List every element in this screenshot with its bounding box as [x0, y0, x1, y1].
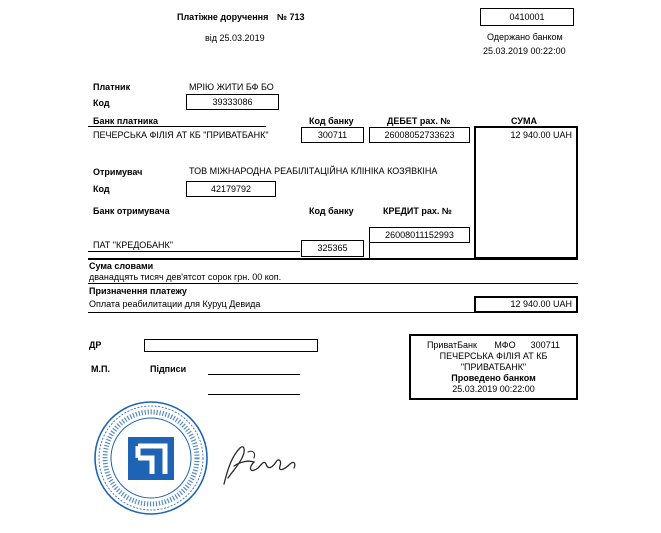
receiver-bank-code: 325365 — [317, 243, 348, 253]
bank-stamp-box — [409, 334, 578, 400]
bank-seal-icon — [93, 400, 209, 516]
receiver-name: ТОВ МІЖНАРОДНА РЕАБІЛІТАЦІЙНА КЛІНІКА КОЗЯВКІНА — [189, 166, 438, 176]
document-number: № 713 — [277, 12, 305, 22]
sum-words-label: Сума словами — [89, 261, 154, 271]
bank-stamp-datetime: 25.03.2019 00:22:00 — [452, 384, 535, 394]
payer-bank-name: ПЕЧЕРСЬКА ФІЛІЯ АТ КБ "ПРИВАТБАНК" — [93, 130, 269, 140]
mp-label: М.П. — [91, 364, 110, 374]
receiver-bank-divider — [88, 251, 300, 252]
payer-bank-label: Банк платника — [93, 116, 158, 126]
dr-label: ДР — [89, 340, 102, 350]
bank-stamp-bank-row — [411, 340, 576, 351]
sum-label: СУМА — [511, 116, 537, 126]
form-code: 0410001 — [509, 12, 545, 22]
dr-field — [144, 339, 318, 352]
signature-line-2 — [208, 394, 300, 395]
payer-bank-code: 300711 — [317, 130, 348, 140]
payer-label: Платник — [93, 82, 131, 92]
bank-stamp-status: Проведено банком — [451, 373, 536, 383]
document-date: від 25.03.2019 — [205, 33, 265, 43]
payer-code-label: Код — [93, 98, 110, 108]
purpose-label: Призначення платежу — [89, 286, 187, 296]
receiver-bank-code-box — [301, 240, 364, 257]
form-code-box — [480, 8, 574, 26]
purpose-value: Оплата реабилитации для Куруц Девида — [89, 299, 261, 309]
bank-stamp-mfo: 300711 — [530, 340, 561, 350]
receiver-bank-label: Банк отримувача — [93, 206, 170, 216]
payer-name: МРІЮ ЖИТИ БФ БО — [189, 82, 274, 92]
received-datetime: 25.03.2019 00:22:00 — [483, 46, 566, 56]
sum-words-value: дванадцять тисяч дев'ятсот сорок грн. 00 коп. — [89, 272, 282, 282]
purpose-sum: 12 940.00 UAH — [510, 299, 572, 309]
purpose-sum-box — [474, 296, 578, 313]
received-label: Одержано банком — [487, 32, 563, 42]
receiver-bank-name: ПАТ "КРЕДОБАНК" — [93, 240, 173, 250]
payer-bank-divider — [88, 126, 266, 127]
signature-line-1 — [208, 374, 300, 375]
signatures-label: Підписи — [150, 364, 187, 374]
receiver-code: 42179792 — [210, 184, 252, 194]
receiver-code-box — [186, 181, 276, 197]
receiver-bank-code-label: Код банку — [309, 206, 354, 216]
payer-bank-code-label: Код банку — [309, 116, 354, 126]
bank-stamp-mfo-label: МФО — [494, 340, 516, 350]
payer-bank-code-box — [301, 127, 364, 143]
section-divider-1 — [88, 258, 578, 260]
section-divider-3 — [88, 312, 478, 313]
credit-account: 26008011152993 — [385, 230, 454, 240]
section-divider-2 — [88, 283, 578, 284]
credit-label: КРЕДИТ рах. № — [383, 206, 452, 216]
debit-label: ДЕБЕТ рах. № — [387, 116, 451, 126]
credit-account-box — [369, 227, 470, 243]
bank-stamp-branch-2: "ПРИВАТБАНК" — [460, 362, 527, 372]
credit-divider — [369, 243, 370, 259]
debit-account: 26008052733623 — [384, 130, 455, 140]
receiver-code-label: Код — [93, 184, 110, 194]
payer-code: 39333086 — [212, 97, 253, 107]
sum-amount: 12 940.00 UAH — [510, 130, 572, 140]
document-title: Платіжне доручення — [177, 12, 269, 22]
debit-account-box — [369, 127, 470, 143]
sum-box — [474, 126, 578, 259]
receiver-label: Отримувач — [93, 167, 143, 177]
handwritten-signature-icon — [218, 438, 302, 490]
payer-code-box — [186, 94, 279, 110]
bank-stamp-branch-1: ПЕЧЕРСЬКА ФІЛІЯ АТ КБ — [439, 351, 548, 361]
bank-stamp-bank: ПриватБанк — [426, 340, 477, 350]
